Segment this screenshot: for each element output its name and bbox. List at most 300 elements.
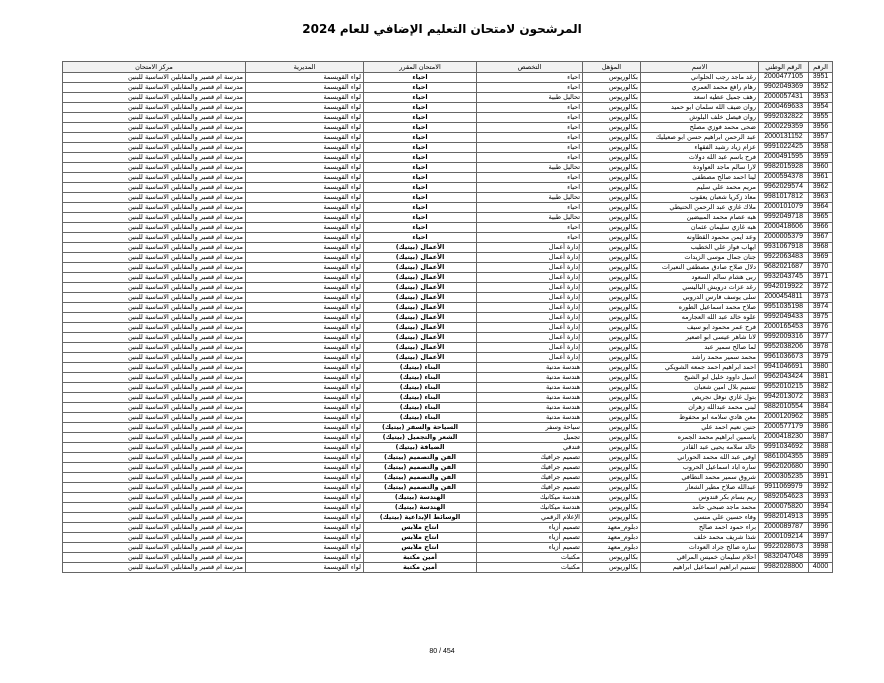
cell-national-id: 9882010554 bbox=[759, 403, 809, 413]
cell-specialization: إدارة أعمال bbox=[477, 313, 583, 323]
cell-exam: الأعمال (بيتيك) bbox=[364, 263, 477, 273]
cell-no: 3972 bbox=[809, 283, 833, 293]
cell-national-id: 2000089787 bbox=[759, 523, 809, 533]
cell-name: رغد عزات درويش الباليسي bbox=[641, 283, 759, 293]
cell-qualification: بكالوريوس bbox=[583, 103, 641, 113]
cell-center: مدرسة ام قصير والمقابلين الاساسية للبنين bbox=[63, 133, 246, 143]
cell-specialization: تصميم جرافيك bbox=[477, 453, 583, 463]
cell-national-id: 9832047048 bbox=[759, 553, 809, 563]
cell-no: 3953 bbox=[809, 93, 833, 103]
cell-specialization: مكتبات bbox=[477, 563, 583, 573]
cell-directorate: لواء القويسمة bbox=[246, 293, 364, 303]
cell-center: مدرسة ام قصير والمقابلين الاساسية للبنين bbox=[63, 523, 246, 533]
cell-specialization: إدارة أعمال bbox=[477, 343, 583, 353]
cell-name: وعد ايمن محمود القطاونه bbox=[641, 233, 759, 243]
cell-name: ساره صالح جراد العودات bbox=[641, 543, 759, 553]
cell-exam: احياء bbox=[364, 123, 477, 133]
cell-specialization: إدارة أعمال bbox=[477, 253, 583, 263]
cell-exam: الأعمال (بيتيك) bbox=[364, 243, 477, 253]
cell-name: علوه خالد عبد الله العجارمه bbox=[641, 313, 759, 323]
cell-no: 3995 bbox=[809, 513, 833, 523]
cell-exam: احياء bbox=[364, 113, 477, 123]
cell-qualification: بكالوريوس bbox=[583, 233, 641, 243]
cell-name: شروق سمير محمد النطافي bbox=[641, 473, 759, 483]
cell-qualification: بكالوريوس bbox=[583, 203, 641, 213]
cell-center: مدرسة ام قصير والمقابلين الاساسية للبنين bbox=[63, 353, 246, 363]
cell-specialization: هندسة ميكانيك bbox=[477, 493, 583, 503]
cell-no: 3985 bbox=[809, 413, 833, 423]
cell-national-id: 9982028800 bbox=[759, 563, 809, 573]
cell-directorate: لواء القويسمة bbox=[246, 173, 364, 183]
cell-name: تسنيم ابراهيم اسماعيل ابراهيم bbox=[641, 563, 759, 573]
cell-specialization: احياء bbox=[477, 223, 583, 233]
cell-directorate: لواء القويسمة bbox=[246, 213, 364, 223]
cell-no: 3969 bbox=[809, 253, 833, 263]
cell-exam: الأعمال (بيتيك) bbox=[364, 253, 477, 263]
cell-qualification: بكالوريوس bbox=[583, 303, 641, 313]
cell-directorate: لواء القويسمة bbox=[246, 383, 364, 393]
table-row bbox=[63, 483, 833, 493]
cell-qualification: بكالوريوس bbox=[583, 393, 641, 403]
cell-name: بتول غازي نوفل نجريص bbox=[641, 393, 759, 403]
cell-specialization: تحاليل طبية bbox=[477, 163, 583, 173]
cell-exam: السياحة والسفر (بيتيك) bbox=[364, 423, 477, 433]
cell-specialization: إدارة أعمال bbox=[477, 293, 583, 303]
table-row bbox=[63, 413, 833, 423]
cell-qualification: بكالوريوس bbox=[583, 123, 641, 133]
cell-directorate: لواء القويسمة bbox=[246, 483, 364, 493]
cell-qualification: بكالوريوس bbox=[583, 433, 641, 443]
cell-name: لبنى محمد عبدالله زهران bbox=[641, 403, 759, 413]
cell-center: مدرسة ام قصير والمقابلين الاساسية للبنين bbox=[63, 423, 246, 433]
cell-directorate: لواء القويسمة bbox=[246, 373, 364, 383]
cell-center: مدرسة ام قصير والمقابلين الاساسية للبنين bbox=[63, 313, 246, 323]
cell-national-id: 9942013072 bbox=[759, 393, 809, 403]
cell-specialization: احياء bbox=[477, 103, 583, 113]
cell-no: 3954 bbox=[809, 103, 833, 113]
cell-no: 3980 bbox=[809, 363, 833, 373]
cell-exam: احياء bbox=[364, 163, 477, 173]
cell-exam: الأعمال (بيتيك) bbox=[364, 293, 477, 303]
cell-national-id: 2000577179 bbox=[759, 423, 809, 433]
cell-directorate: لواء القويسمة bbox=[246, 243, 364, 253]
cell-qualification: بكالوريوس bbox=[583, 73, 641, 83]
cell-specialization: تحاليل طبية bbox=[477, 93, 583, 103]
cell-directorate: لواء القويسمة bbox=[246, 533, 364, 543]
table-row bbox=[63, 463, 833, 473]
table-row bbox=[63, 223, 833, 233]
cell-no: 3961 bbox=[809, 173, 833, 183]
cell-qualification: بكالوريوس bbox=[583, 283, 641, 293]
table-row bbox=[63, 343, 833, 353]
cell-directorate: لواء القويسمة bbox=[246, 123, 364, 133]
cell-directorate: لواء القويسمة bbox=[246, 443, 364, 453]
cell-no: 3983 bbox=[809, 393, 833, 403]
cell-national-id: 2000491595 bbox=[759, 153, 809, 163]
cell-name: عزام زياد رشيد الفقهاء bbox=[641, 143, 759, 153]
cell-specialization: تحاليل طبية bbox=[477, 213, 583, 223]
cell-name: اوفى عبد الله محمد الحوراني bbox=[641, 453, 759, 463]
cell-directorate: لواء القويسمة bbox=[246, 133, 364, 143]
cell-national-id: 9922028673 bbox=[759, 543, 809, 553]
table-row bbox=[63, 423, 833, 433]
cell-name: هبه غازي سليمان عثمان bbox=[641, 223, 759, 233]
cell-qualification: بكالوريوس bbox=[583, 413, 641, 423]
cell-no: 3998 bbox=[809, 543, 833, 553]
table-row bbox=[63, 323, 833, 333]
cell-center: مدرسة ام قصير والمقابلين الاساسية للبنين bbox=[63, 123, 246, 133]
cell-directorate: لواء القويسمة bbox=[246, 503, 364, 513]
cell-center: مدرسة ام قصير والمقابلين الاساسية للبنين bbox=[63, 303, 246, 313]
header-center: مركز الامتحان bbox=[63, 62, 246, 73]
cell-no: 3960 bbox=[809, 163, 833, 173]
cell-qualification: بكالوريوس bbox=[583, 173, 641, 183]
cell-center: مدرسة ام قصير والمقابلين الاساسية للبنين bbox=[63, 283, 246, 293]
cell-directorate: لواء القويسمة bbox=[246, 463, 364, 473]
cell-national-id: 2000305235 bbox=[759, 473, 809, 483]
cell-name: عبد الرحمن ابراهيم حسن ابو صعيليك bbox=[641, 133, 759, 143]
cell-name: محمد سمير محمد راشد bbox=[641, 353, 759, 363]
cell-name: معاذ زكريا شعبان يعقوب bbox=[641, 193, 759, 203]
header-directorate: المديرية bbox=[246, 62, 364, 73]
cell-qualification: بكالوريوس bbox=[583, 113, 641, 123]
cell-name: ضحى محمد فوزي مصلح bbox=[641, 123, 759, 133]
cell-national-id: 9892054623 bbox=[759, 493, 809, 503]
cell-no: 3982 bbox=[809, 383, 833, 393]
page-number: 80 / 454 bbox=[429, 648, 455, 655]
cell-exam: الشعر والتجميل (بيتيك) bbox=[364, 433, 477, 443]
table-row bbox=[63, 333, 833, 343]
cell-exam: أمين مكتبة bbox=[364, 553, 477, 563]
cell-qualification: بكالوريوس bbox=[583, 333, 641, 343]
cell-directorate: لواء القويسمة bbox=[246, 113, 364, 123]
cell-qualification: بكالوريوس bbox=[583, 273, 641, 283]
cell-exam: الضيافة (بيتيك) bbox=[364, 443, 477, 453]
cell-national-id: 2000101079 bbox=[759, 203, 809, 213]
cell-specialization: احياء bbox=[477, 113, 583, 123]
cell-exam: الأعمال (بيتيك) bbox=[364, 303, 477, 313]
table-row bbox=[63, 303, 833, 313]
table-row bbox=[63, 503, 833, 513]
cell-name: تسنيم بلال امين شعبان bbox=[641, 383, 759, 393]
cell-exam: احياء bbox=[364, 133, 477, 143]
cell-center: مدرسة ام قصير والمقابلين الاساسية للبنين bbox=[63, 403, 246, 413]
table-row bbox=[63, 533, 833, 543]
table-row bbox=[63, 473, 833, 483]
cell-qualification: بكالوريوس bbox=[583, 403, 641, 413]
cell-qualification: بكالوريوس bbox=[583, 423, 641, 433]
cell-directorate: لواء القويسمة bbox=[246, 183, 364, 193]
cell-name: مريم محمد علي سليم bbox=[641, 183, 759, 193]
cell-directorate: لواء القويسمة bbox=[246, 223, 364, 233]
cell-national-id: 9952038206 bbox=[759, 343, 809, 353]
cell-center: مدرسة ام قصير والمقابلين الاساسية للبنين bbox=[63, 243, 246, 253]
cell-no: 3973 bbox=[809, 293, 833, 303]
cell-national-id: 2000454811 bbox=[759, 293, 809, 303]
cell-qualification: بكالوريوس bbox=[583, 213, 641, 223]
cell-national-id: 9962043424 bbox=[759, 373, 809, 383]
table-row bbox=[63, 553, 833, 563]
table-row bbox=[63, 193, 833, 203]
cell-qualification: بكالوريوس bbox=[583, 363, 641, 373]
cell-name: لارا سالم ماجد العواودة bbox=[641, 163, 759, 173]
cell-national-id: 9861004355 bbox=[759, 453, 809, 463]
cell-specialization: احياء bbox=[477, 133, 583, 143]
cell-national-id: 2000594378 bbox=[759, 173, 809, 183]
table-row bbox=[63, 113, 833, 123]
cell-national-id: 9961036673 bbox=[759, 353, 809, 363]
cell-no: 3994 bbox=[809, 503, 833, 513]
cell-exam: احياء bbox=[364, 93, 477, 103]
table-row bbox=[63, 453, 833, 463]
cell-exam: الأعمال (بيتيك) bbox=[364, 323, 477, 333]
cell-directorate: لواء القويسمة bbox=[246, 103, 364, 113]
cell-exam: احياء bbox=[364, 103, 477, 113]
header-national-id: الرقم الوطني bbox=[759, 62, 809, 73]
cell-national-id: 2000109214 bbox=[759, 533, 809, 543]
cell-no: 3957 bbox=[809, 133, 833, 143]
cell-national-id: 2000131152 bbox=[759, 133, 809, 143]
page-title: المرشحون لامتحان التعليم الإضافي للعام 2024 bbox=[302, 22, 582, 36]
cell-specialization: احياء bbox=[477, 73, 583, 83]
cell-name: صلاح محمد اسماعيل الطوره bbox=[641, 303, 759, 313]
cell-center: مدرسة ام قصير والمقابلين الاساسية للبنين bbox=[63, 533, 246, 543]
cell-specialization: سياحة وسفر bbox=[477, 423, 583, 433]
cell-directorate: لواء القويسمة bbox=[246, 423, 364, 433]
cell-national-id: 2000165453 bbox=[759, 323, 809, 333]
cell-national-id: 9982014913 bbox=[759, 513, 809, 523]
table-header-row bbox=[63, 62, 833, 73]
cell-qualification: بكالوريوس bbox=[583, 153, 641, 163]
cell-exam: البناء (بيتيك) bbox=[364, 393, 477, 403]
table-row bbox=[63, 283, 833, 293]
cell-exam: البناء (بيتيك) bbox=[364, 403, 477, 413]
cell-name: شذا شريف محمد خلف bbox=[641, 533, 759, 543]
cell-directorate: لواء القويسمة bbox=[246, 543, 364, 553]
cell-center: مدرسة ام قصير والمقابلين الاساسية للبنين bbox=[63, 73, 246, 83]
cell-name: لانا شاهر عيسى ابو اصعير bbox=[641, 333, 759, 343]
cell-name: ربى هشام سالم السعود bbox=[641, 273, 759, 283]
table-row bbox=[63, 313, 833, 323]
cell-no: 3976 bbox=[809, 323, 833, 333]
cell-no: 3974 bbox=[809, 303, 833, 313]
cell-directorate: لواء القويسمة bbox=[246, 303, 364, 313]
cell-center: مدرسة ام قصير والمقابلين الاساسية للبنين bbox=[63, 363, 246, 373]
cell-qualification: بكالوريوس bbox=[583, 323, 641, 333]
cell-no: 3977 bbox=[809, 333, 833, 343]
cell-directorate: لواء القويسمة bbox=[246, 143, 364, 153]
cell-directorate: لواء القويسمة bbox=[246, 353, 364, 363]
cell-specialization: احياء bbox=[477, 233, 583, 243]
cell-qualification: دبلوم_معهد bbox=[583, 543, 641, 553]
cell-national-id: 9981017812 bbox=[759, 193, 809, 203]
cell-directorate: لواء القويسمة bbox=[246, 333, 364, 343]
cell-center: مدرسة ام قصير والمقابلين الاساسية للبنين bbox=[63, 413, 246, 423]
table-row bbox=[63, 133, 833, 143]
cell-qualification: بكالوريوس bbox=[583, 473, 641, 483]
cell-exam: الأعمال (بيتيك) bbox=[364, 333, 477, 343]
cell-exam: الوسائط الإبداعية (بيتيك) bbox=[364, 513, 477, 523]
cell-center: مدرسة ام قصير والمقابلين الاساسية للبنين bbox=[63, 173, 246, 183]
cell-national-id: 9942019922 bbox=[759, 283, 809, 293]
cell-name: لينا احمد صالح مصطفى bbox=[641, 173, 759, 183]
cell-center: مدرسة ام قصير والمقابلين الاساسية للبنين bbox=[63, 483, 246, 493]
cell-qualification: بكالوريوس bbox=[583, 253, 641, 263]
table-row bbox=[63, 443, 833, 453]
cell-name: روان فيصل خلف البلوش bbox=[641, 113, 759, 123]
cell-name: ملاك غازي عبد الرحمن الحنيطي bbox=[641, 203, 759, 213]
cell-specialization: هندسة مدنية bbox=[477, 393, 583, 403]
cell-exam: انتاج ملابس bbox=[364, 533, 477, 543]
cell-specialization: إدارة أعمال bbox=[477, 263, 583, 273]
cell-directorate: لواء القويسمة bbox=[246, 83, 364, 93]
cell-directorate: لواء القويسمة bbox=[246, 343, 364, 353]
cell-exam: احياء bbox=[364, 183, 477, 193]
cell-directorate: لواء القويسمة bbox=[246, 253, 364, 263]
candidates-table bbox=[62, 61, 833, 573]
header-no: الرقم bbox=[809, 62, 833, 73]
cell-national-id: 9941046691 bbox=[759, 363, 809, 373]
cell-specialization: احياء bbox=[477, 173, 583, 183]
cell-no: 3967 bbox=[809, 233, 833, 243]
cell-exam: الأعمال (بيتيك) bbox=[364, 273, 477, 283]
cell-specialization: فندقي bbox=[477, 443, 583, 453]
cell-qualification: بكالوريوس bbox=[583, 143, 641, 153]
cell-exam: البناء (بيتيك) bbox=[364, 363, 477, 373]
cell-specialization: تصميم جرافيك bbox=[477, 463, 583, 473]
cell-exam: البناء (بيتيك) bbox=[364, 413, 477, 423]
cell-qualification: بكالوريوس bbox=[583, 313, 641, 323]
cell-name: حنين نعيم احمد علي bbox=[641, 423, 759, 433]
cell-specialization: تجميل bbox=[477, 433, 583, 443]
table-row bbox=[63, 383, 833, 393]
table-row bbox=[63, 253, 833, 263]
cell-qualification: بكالوريوس bbox=[583, 343, 641, 353]
table-row bbox=[63, 523, 833, 533]
cell-qualification: بكالوريوس bbox=[583, 193, 641, 203]
cell-qualification: بكالوريوس bbox=[583, 463, 641, 473]
table-row bbox=[63, 143, 833, 153]
cell-national-id: 9911069979 bbox=[759, 483, 809, 493]
cell-name: اسيل داوود خليل ابو الشيخ bbox=[641, 373, 759, 383]
table-row bbox=[63, 543, 833, 553]
header-specialization: التخصص bbox=[477, 62, 583, 73]
cell-no: 3984 bbox=[809, 403, 833, 413]
cell-specialization: إدارة أعمال bbox=[477, 353, 583, 363]
cell-directorate: لواء القويسمة bbox=[246, 553, 364, 563]
table-row bbox=[63, 93, 833, 103]
cell-exam: احياء bbox=[364, 203, 477, 213]
cell-national-id: 9932043745 bbox=[759, 273, 809, 283]
cell-center: مدرسة ام قصير والمقابلين الاساسية للبنين bbox=[63, 93, 246, 103]
cell-specialization: تصميم جرافيك bbox=[477, 483, 583, 493]
cell-no: 3978 bbox=[809, 343, 833, 353]
cell-center: مدرسة ام قصير والمقابلين الاساسية للبنين bbox=[63, 393, 246, 403]
cell-name: رهف جميل عطيه اسعد bbox=[641, 93, 759, 103]
cell-specialization: احياء bbox=[477, 83, 583, 93]
cell-national-id: 9931067918 bbox=[759, 243, 809, 253]
cell-exam: احياء bbox=[364, 143, 477, 153]
cell-national-id: 9992032822 bbox=[759, 113, 809, 123]
cell-directorate: لواء القويسمة bbox=[246, 193, 364, 203]
cell-center: مدرسة ام قصير والمقابلين الاساسية للبنين bbox=[63, 273, 246, 283]
table-row bbox=[63, 293, 833, 303]
cell-no: 3996 bbox=[809, 523, 833, 533]
cell-specialization: تحاليل طبية bbox=[477, 193, 583, 203]
cell-no: 3964 bbox=[809, 203, 833, 213]
cell-qualification: بكالوريوس bbox=[583, 133, 641, 143]
cell-exam: الفن والتصميم (بيتيك) bbox=[364, 453, 477, 463]
table-row bbox=[63, 153, 833, 163]
cell-exam: الهندسة (بيتيك) bbox=[364, 503, 477, 513]
cell-specialization: إدارة أعمال bbox=[477, 243, 583, 253]
table-row bbox=[63, 163, 833, 173]
table-row bbox=[63, 433, 833, 443]
cell-directorate: لواء القويسمة bbox=[246, 313, 364, 323]
cell-national-id: 2000469633 bbox=[759, 103, 809, 113]
cell-directorate: لواء القويسمة bbox=[246, 363, 364, 373]
cell-directorate: لواء القويسمة bbox=[246, 403, 364, 413]
cell-national-id: 9991034692 bbox=[759, 443, 809, 453]
cell-qualification: بكالوريوس bbox=[583, 223, 641, 233]
cell-center: مدرسة ام قصير والمقابلين الاساسية للبنين bbox=[63, 473, 246, 483]
cell-no: 3956 bbox=[809, 123, 833, 133]
cell-specialization: إدارة أعمال bbox=[477, 323, 583, 333]
cell-specialization: إدارة أعمال bbox=[477, 303, 583, 313]
cell-name: احمد ابراهيم احمد جمعه الشويكي bbox=[641, 363, 759, 373]
cell-center: مدرسة ام قصير والمقابلين الاساسية للبنين bbox=[63, 263, 246, 273]
cell-center: مدرسة ام قصير والمقابلين الاساسية للبنين bbox=[63, 563, 246, 573]
cell-no: 3971 bbox=[809, 273, 833, 283]
cell-exam: انتاج ملابس bbox=[364, 543, 477, 553]
cell-no: 3991 bbox=[809, 473, 833, 483]
cell-no: 3992 bbox=[809, 483, 833, 493]
cell-no: 3975 bbox=[809, 313, 833, 323]
cell-center: مدرسة ام قصير والمقابلين الاساسية للبنين bbox=[63, 343, 246, 353]
cell-exam: احياء bbox=[364, 223, 477, 233]
cell-qualification: بكالوريوس bbox=[583, 93, 641, 103]
cell-qualification: بكالوريوس bbox=[583, 293, 641, 303]
cell-exam: احياء bbox=[364, 153, 477, 163]
cell-specialization: إدارة أعمال bbox=[477, 273, 583, 283]
cell-name: براء حمود احمد صالح bbox=[641, 523, 759, 533]
cell-qualification: بكالوريوس bbox=[583, 183, 641, 193]
cell-directorate: لواء القويسمة bbox=[246, 73, 364, 83]
cell-national-id: 9982015928 bbox=[759, 163, 809, 173]
cell-directorate: لواء القويسمة bbox=[246, 323, 364, 333]
cell-name: لما صالح سمير عبد bbox=[641, 343, 759, 353]
cell-center: مدرسة ام قصير والمقابلين الاساسية للبنين bbox=[63, 383, 246, 393]
cell-specialization: هندسة مدنية bbox=[477, 383, 583, 393]
cell-qualification: بكالوريوس bbox=[583, 373, 641, 383]
cell-national-id: 2000418606 bbox=[759, 223, 809, 233]
cell-national-id: 2000477105 bbox=[759, 73, 809, 83]
cell-exam: البناء (بيتيك) bbox=[364, 383, 477, 393]
cell-center: مدرسة ام قصير والمقابلين الاساسية للبنين bbox=[63, 223, 246, 233]
cell-name: سلى يوسف فارس الدروبي bbox=[641, 293, 759, 303]
cell-name: جنان جمال موسى الزيدات bbox=[641, 253, 759, 263]
cell-no: 3990 bbox=[809, 463, 833, 473]
cell-name: دلال صلاح صادق مصطفى النعيرات bbox=[641, 263, 759, 273]
table-row bbox=[63, 513, 833, 523]
cell-national-id: 9922063483 bbox=[759, 253, 809, 263]
cell-name: معن هادي سلامه ابو محفوظ bbox=[641, 413, 759, 423]
cell-center: مدرسة ام قصير والمقابلين الاساسية للبنين bbox=[63, 513, 246, 523]
cell-specialization: تصميم جرافيك bbox=[477, 473, 583, 483]
cell-name: احلام سليمان خميس المراقي bbox=[641, 553, 759, 563]
cell-center: مدرسة ام قصير والمقابلين الاساسية للبنين bbox=[63, 153, 246, 163]
cell-name: رهام رافع محمد العمري bbox=[641, 83, 759, 93]
